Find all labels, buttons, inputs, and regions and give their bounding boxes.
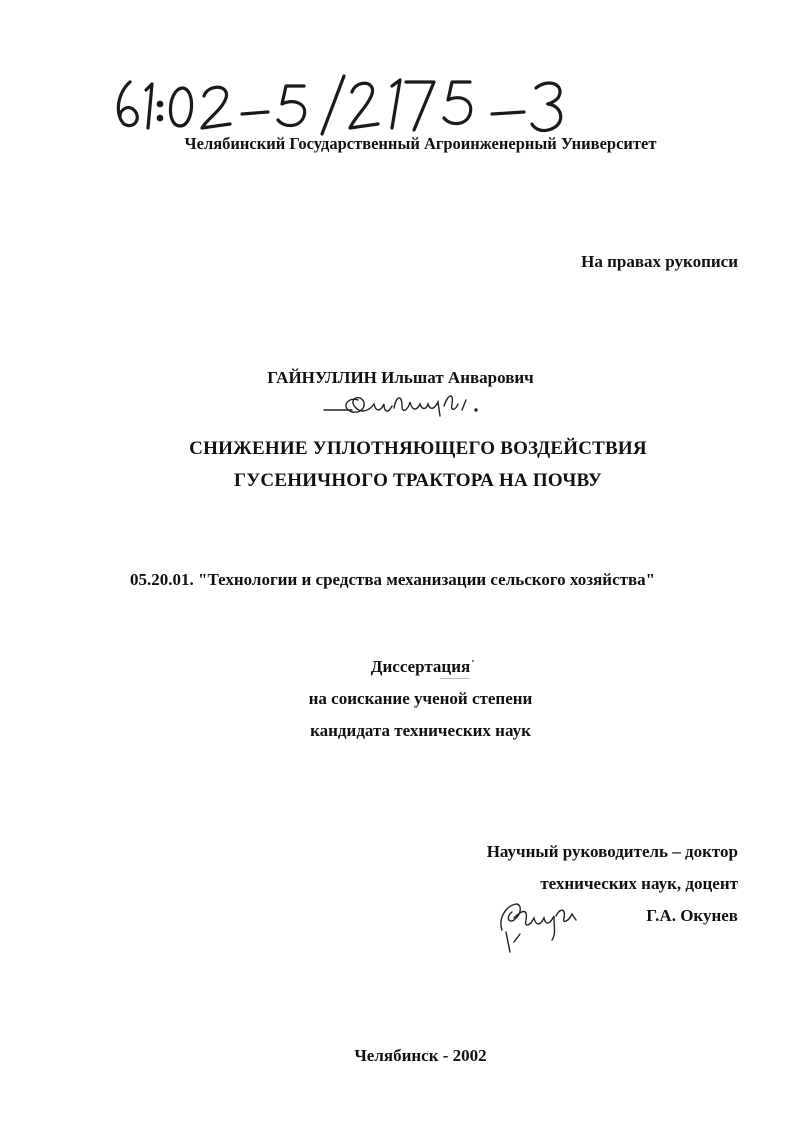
author-signature (322, 388, 482, 422)
city-year: Челябинск - 2002 (354, 1046, 487, 1065)
supervisor-title: Научный руководитель – доктор (486, 842, 738, 861)
dissertation-title-line-2: ГУСЕНИЧНОГО ТРАКТОРА НА ПОЧВУ (234, 470, 602, 491)
scan-speck (440, 678, 470, 679)
manuscript-rights-note: На правах рукописи (581, 252, 738, 271)
supervisor-degree: технических наук, доцент (540, 874, 738, 893)
handwritten-archive-number (108, 70, 578, 140)
university-name: Челябинский Государственный Агроинженерный Университет (184, 134, 657, 153)
author-name: ГАЙНУЛЛИН Ильшат Анварович (267, 368, 534, 387)
dissertation-label: Диссертация (370, 657, 471, 676)
specialty-code: 05.20.01. "Технологии и средства механизации сельского хозяйства" (130, 570, 656, 589)
scan-speck (472, 660, 474, 662)
degree-name: кандидата технических наук (310, 721, 531, 740)
degree-purpose: на соискание ученой степени (308, 689, 533, 708)
dissertation-title-line-1: СНИЖЕНИЕ УПЛОТНЯЮЩЕГО ВОЗДЕЙСТВИЯ (189, 438, 647, 459)
supervisor-signature (492, 890, 588, 956)
supervisor-name: Г.А. Окунев (646, 906, 738, 925)
